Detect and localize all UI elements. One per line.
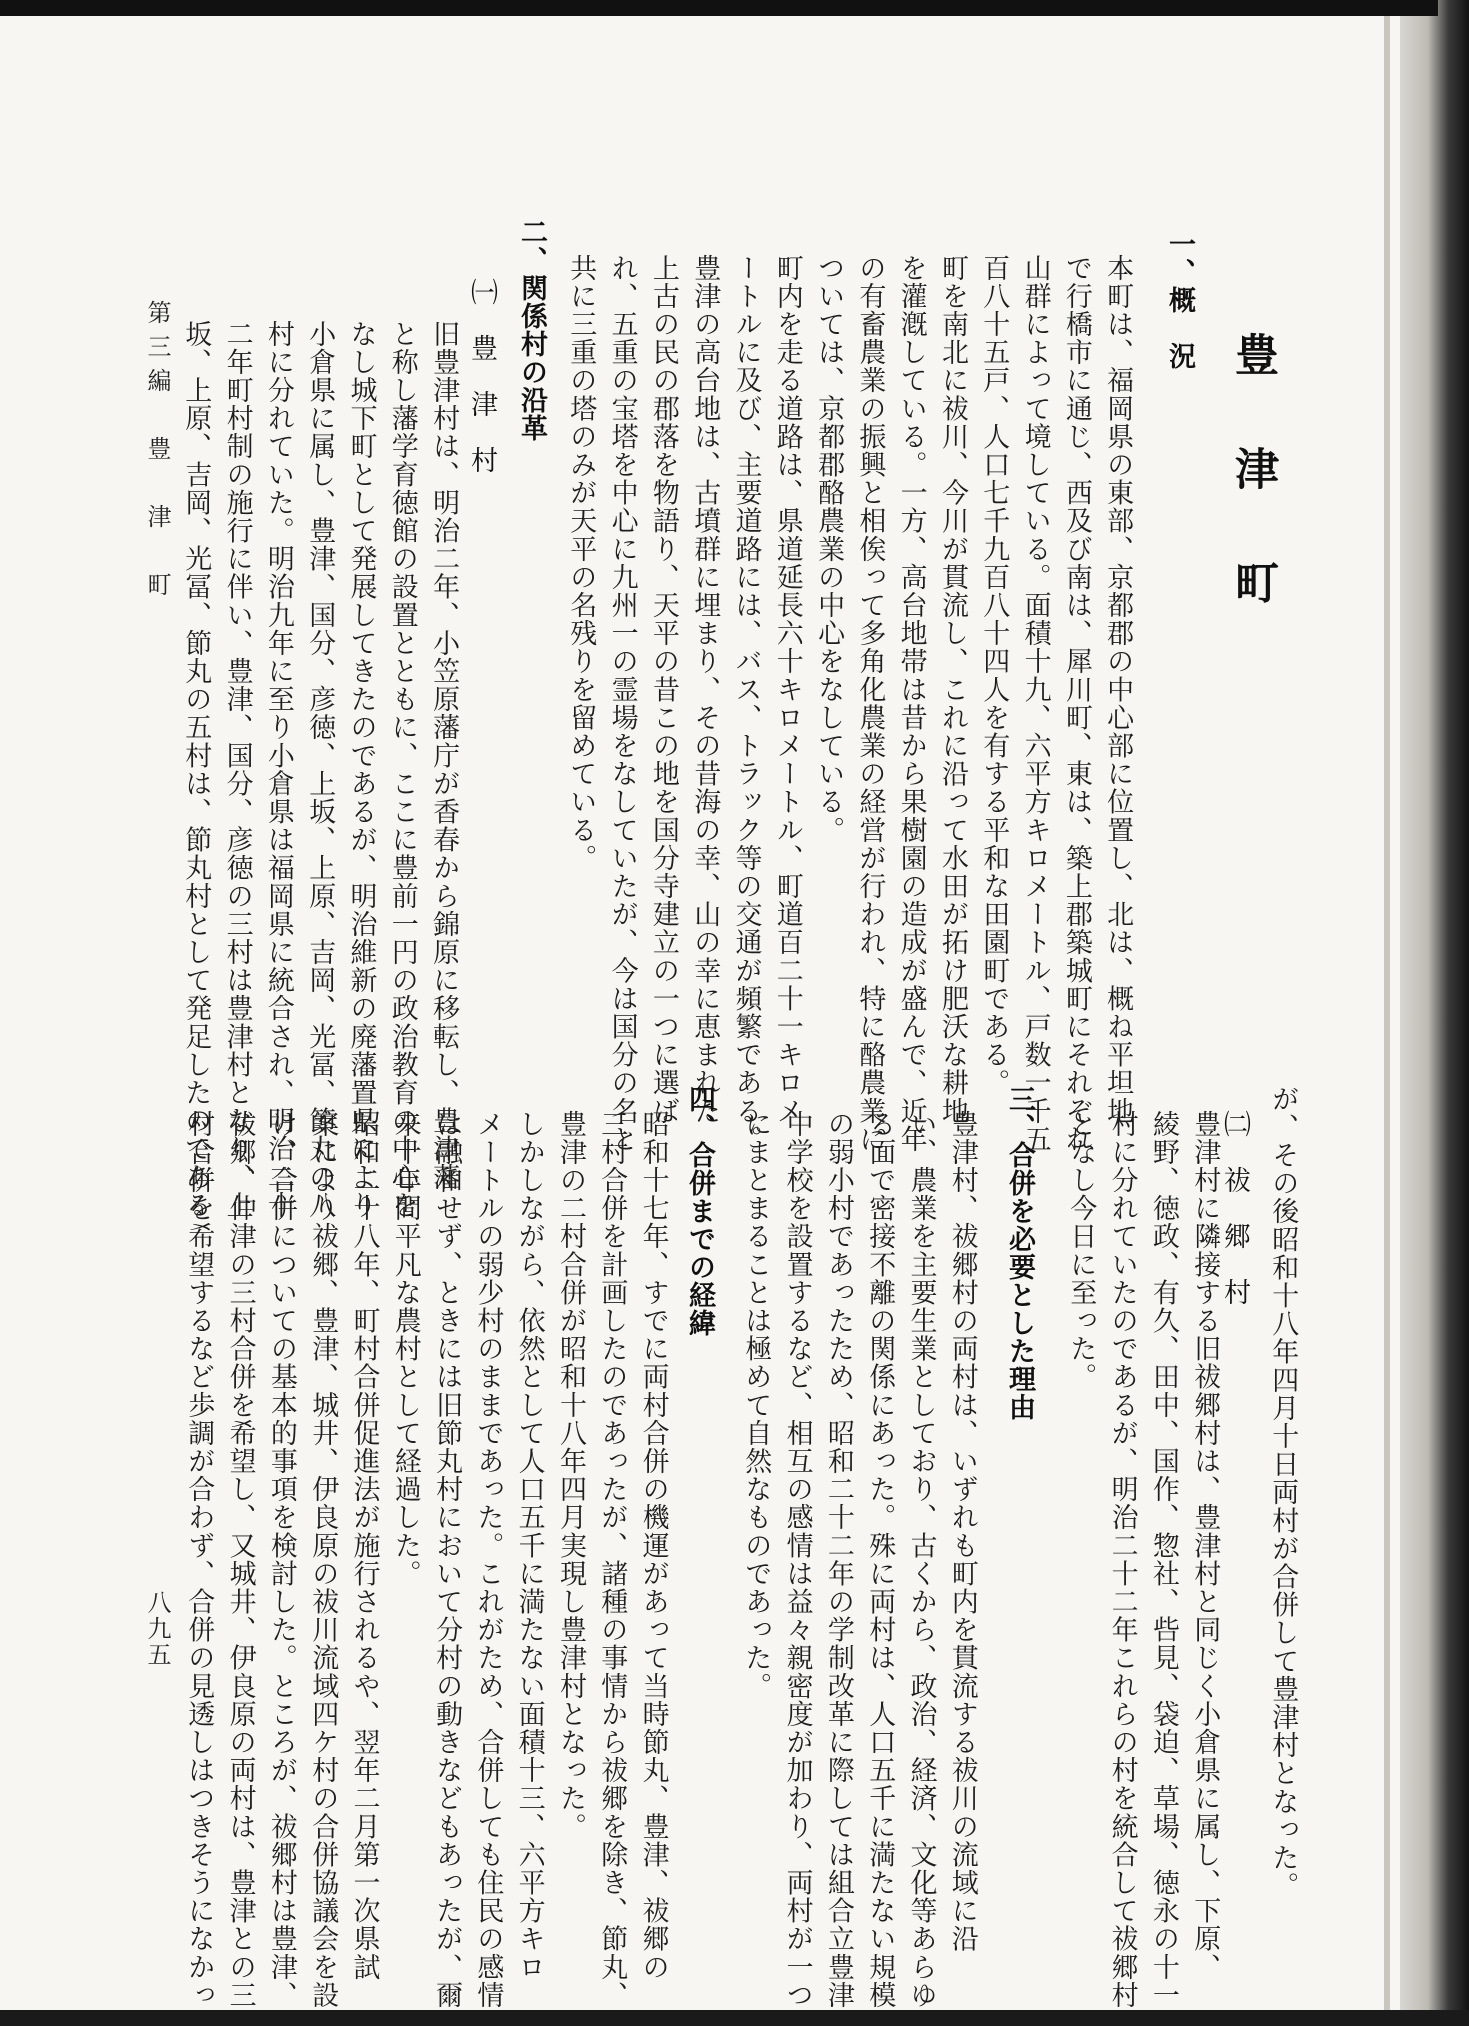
sub2-body [1060, 1110, 1225, 2010]
text-line: の有畜農業の振興と相俟って多角化農業の経営が行われ、特に酪農業に [854, 254, 886, 1154]
text-line: 祓郷、仲津の三村合併を希望し、又城井、伊良原の両村は、豊津との三 [224, 1110, 256, 2010]
sub1-body [175, 320, 464, 1220]
text-line: 上古の民の郡落を物語り、天平の昔この地を国分寺建立の一つに選ば [647, 254, 679, 1126]
page-number: 八九五 [143, 1590, 171, 1668]
text-line: となし今日に至った。 [1065, 1110, 1097, 1391]
text-line: 百八十五戸、人口七千九百八十四人を有する平和な田園町である。 [978, 254, 1010, 1097]
sub1-heading: ㈠ 豊 津 村 [466, 278, 497, 474]
text-line: 共に三重の塔のみが天平の名残りを留めている。 [565, 254, 597, 873]
text-line: 豊津の二村合併が昭和十八年四月実現し豊津村となった。 [554, 1110, 586, 1841]
section3-body [735, 1110, 983, 2010]
text-line: を灌漑している。一方、高台地帯は昔から果樹園の造成が盛んで、近年 [895, 254, 927, 1154]
text-line: にまとまることは極めて自然なものであった。 [740, 1110, 772, 1701]
section2-heading: 二、関係村の沿革 [516, 218, 547, 442]
text-line: ートルに及び、主要道路には、バス、トラック等の交通が頻繁である。 [730, 254, 762, 1154]
text-line: 昭和十七年、すでに両村合併の機運があって当時節丸、豊津、祓郷の [637, 1110, 669, 1982]
text-line: 本町は、福岡県の東部、京都郡の中心部に位置し、北は、概ね平坦地 [1102, 254, 1134, 1126]
text-line: 村合併を希望するなど歩調が合わず、合併の見透しはつきそうになかっ [183, 1110, 215, 2010]
text-line: 旧豊津村は、明治二年、小笠原藩庁が香春から錦原に移転し、豊津藩 [428, 320, 460, 1192]
text-line: 三村合併を計画したのであったが、諸種の事情から祓郷を除き、節丸、 [596, 1110, 628, 2010]
section1-body [560, 254, 1138, 1154]
text-line: 村に分れていた。明治九年に至り小倉県は福岡県に統合され、明治二十 [262, 320, 294, 1220]
text-line: 来十年間平凡な農村として経過した。 [389, 1110, 421, 1588]
text-line: 坂、上原、吉岡、光冨、節丸の五村は、節丸村として発足したのである [180, 320, 212, 1220]
text-line: と称し藩学育徳館の設置とともに、ここに豊前一円の政治教育の中心を [386, 320, 418, 1220]
text-line: は融和せず、ときには旧節丸村において分村の動きなどもあったが、爾 [431, 1110, 463, 2010]
text-line: 町内を走る道路は、県道延長六十キロメートル、町道百二十一キロメ [771, 254, 803, 1126]
section4-body [178, 1110, 674, 2010]
text-line: 村に分れていたのであるが、明治二十二年これらの村を統合して祓郷村 [1106, 1110, 1138, 2010]
text-line: る面で密接不離の関係にあった。殊に両村は、人口五千に満たない規模 [864, 1110, 896, 2010]
text-line: しかしながら、依然として人口五千に満たない面積十三、六平方キロ [513, 1110, 545, 1982]
text-line: い、農業を主要生業としており、古くから、政治、経済、文化等あらゆ [905, 1110, 937, 2010]
text-line: 案により祓郷、豊津、城井、伊良原の祓川流域四ケ村の合併協議会を設 [307, 1110, 339, 2010]
text-line: 昭和二十八年、町村合併促進法が施行されるや、翌年二月第一次県試 [348, 1110, 380, 1982]
text-line: 綾野、徳政、有久、田中、国作、惣社、呰見、袋迫、草場、徳永の十一 [1147, 1110, 1179, 2010]
text-line: れ、五重の宝塔を中心に九州一の霊場をなしていたが、今は国分の名と [606, 254, 638, 1154]
text-line: メートルの弱少村のままであった。これがため、合併しても住民の感情 [472, 1110, 504, 2010]
text-line: 豊津村に隣接する旧祓郷村は、豊津村と同じく小倉県に属し、下原、 [1189, 1110, 1221, 1982]
section3-heading: 三、合併を必要とした理由 [1004, 1085, 1035, 1421]
text-line: なし城下町として発展してきたのであるが、明治維新の廃藩置県により [345, 320, 377, 1220]
section1-heading: 一、概 況 [1164, 230, 1195, 370]
continuation-line [1262, 1085, 1303, 1985]
text-line: け、合併についての基本的事項を検討した。ところが、祓郷村は豊津、 [265, 1110, 297, 2010]
gutter-shadow [1400, 0, 1469, 2026]
text-line: 小倉県に属し、豊津、国分、彦徳、上坂、上原、吉岡、光冨、節丸の八 [304, 320, 336, 1220]
sub2-heading: ㈡ 祓 郷 村 [1219, 1110, 1250, 1306]
text-line: の弱小村であったため、昭和二十二年の学制改革に際しては組合立豊津 [822, 1110, 854, 2010]
text-line: 山群によって境している。面積十九、六平方キロメートル、戸数一千五 [1019, 254, 1051, 1154]
chapter-footer: 第三編 豊 津 町 [143, 300, 171, 606]
text-line: が、その後昭和十八年四月十日両村が合併して豊津村となった。 [1267, 1085, 1299, 1900]
top-edge-shadow [0, 0, 1438, 16]
bottom-edge-shadow [0, 2010, 1469, 2026]
text-line: 二年町村制の施行に伴い、豊津、国分、彦徳の三村は豊津村となり、上 [221, 320, 253, 1220]
text-line: ついては、京都郡酪農業の中心をなしている。 [813, 254, 845, 845]
text-line: で行橋市に通じ、西及び南は、犀川町、東は、築上郡築城町にそれぞれ [1060, 254, 1092, 1154]
text-line: 町を南北に祓川、今川が貫流し、これに沿って水田が拓け肥沃な耕地 [936, 254, 968, 1126]
text-line: 豊津の高台地は、古墳群に埋まり、その昔海の幸、山の幸に恵まれた [689, 254, 721, 1126]
page-title: 豊津町 [1227, 332, 1278, 674]
text-line: 中学校を設置するなど、相互の感情は益々親密度が加わり、両村が一つ [781, 1110, 813, 2010]
book-spine [1384, 0, 1390, 2026]
text-line: 豊津村、祓郷村の両村は、いずれも町内を貫流する祓川の流域に沿 [946, 1110, 978, 1953]
section4-heading: 四、合併までの経緯 [684, 1085, 715, 1337]
